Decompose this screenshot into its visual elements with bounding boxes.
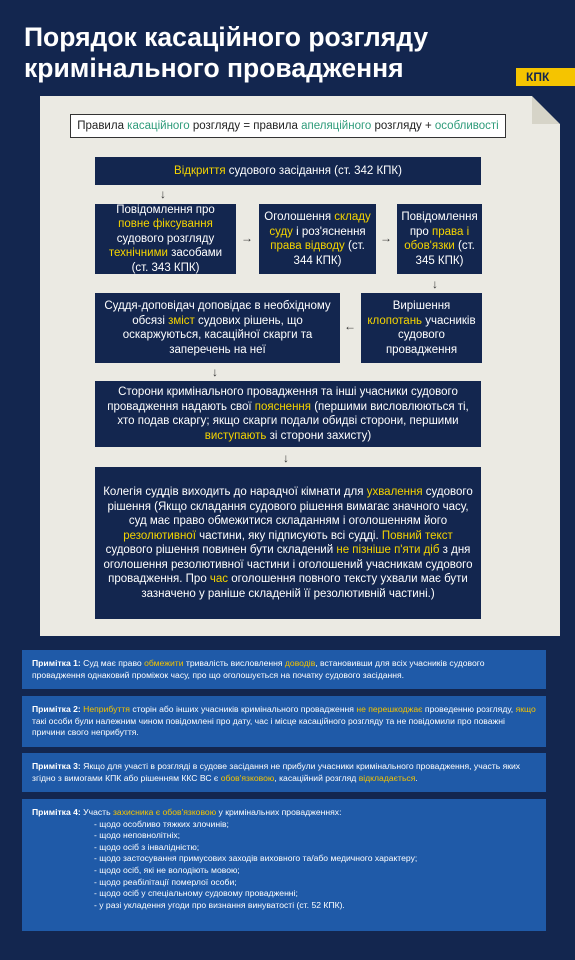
step-rights: Повідомлення про права і обов'язки (ст. 345 КПК) [397, 204, 482, 274]
step-motions: Вирішення клопотань учасників судового провадження [361, 293, 482, 363]
list-item: - щодо осіб у спеціальному судовому провадженні; [94, 888, 298, 899]
note-3: Примітка 3: Якщо для участі в розгляді в судове засідання не прибули учасники кримінального провадження, участь яких згідно з вимогами КПК або рішенням ККС ВС є обов'язковою, касаційний розгляд відкладається. [22, 753, 546, 792]
note-2: Примітка 2: Неприбуття сторін або інших учасників кримінального провадження не перешкоджає проведенню розгляду, якщо такі особи були належним чином повідомлені про дату, час і місце касаційного розгляду та не повідомили про поважні причини свого неприбуття. [22, 696, 546, 747]
kpk-tag: КПК [516, 68, 575, 86]
list-item: - щодо неповнолітніх; [94, 830, 181, 841]
arrow-right-icon: → [241, 231, 253, 245]
step-explanations: Сторони кримінального провадження та інші учасники судового провадження надають свої пояснення (першими висловлюються ті, хто подав скаргу; якщо скарги подали обидві сторони, першими виступають зі сторони захисту) [95, 381, 481, 447]
step-deliberation: Колегія суддів виходить до нарадчої кімнати для ухвалення судового рішення (Якщо складання судового рішення вимагає значного часу, суд має право обмежитися складанням і оголошенням його резолютивної частини, яку підписують всі судді. Повний текст судового рішення повинен бути складений не пізніше п'яти діб з дня оголошення резолютивної частини і оголошений учасникам судового провадження. Про час оголошення повного тексту ухвали має бути зазначено у раніше складеній її резолютивній частині.) [95, 467, 481, 619]
list-item: - щодо реабілітації померлої особи; [94, 876, 237, 887]
step-recording: Повідомлення про повне фіксування судового розгляду технічними засобами (ст. 343 КПК) [95, 204, 236, 274]
step-report: Суддя-доповідач доповідає в необхідному обсязі зміст судових рішень, що оскаржуються, касаційної скарги та заперечень на неї [95, 293, 340, 363]
list-item: - щодо застосування примусових заходів виховного та/або медичного характеру; [94, 853, 418, 864]
rule-formula: Правила касаційного розгляду = правила апеляційного розгляду + особливості [70, 114, 506, 138]
arrow-down-icon: ↓ [432, 277, 438, 291]
list-item: - щодо осіб з інвалідністю; [94, 841, 200, 852]
list-item: - у разі укладення угоди про визнання винуватості (ст. 52 КПК). [94, 899, 345, 910]
list-item: - щодо особливо тяжких злочинів; [94, 818, 229, 829]
arrow-down-icon: ↓ [160, 187, 166, 201]
note-4-list [32, 819, 536, 912]
arrow-right-icon: → [380, 231, 392, 245]
arrow-down-icon: ↓ [212, 365, 218, 379]
arrow-down-icon: ↓ [283, 451, 289, 465]
page-title: Порядок касаційного розгляду кримінального провадження [24, 22, 429, 83]
folded-corner [532, 96, 560, 124]
list-item: - щодо осіб, які не володіють мовою; [94, 864, 240, 875]
step-opening: Відкриття судового засідання (ст. 342 КПК) [95, 157, 481, 185]
step-composition: Оголошення складу суду і роз'яснення права відводу (ст. 344 КПК) [259, 204, 376, 274]
note-4: Примітка 4: Участь захисника є обов'язковою у кримінальних провадженнях: - щодо особливо тяжких злочинів; - щодо неповнолітніх; - щодо осіб з інвалідністю; - щодо застосування примусових заходів виховного та/або медичного характеру; - щодо осіб, які не володіють мовою; - щодо реабілітації померлої особи; - щодо осіб у спеціальному судовому провадженні; - у разі укладення угоди про визнання винуватості (ст. 52 КПК). [22, 799, 546, 931]
arrow-left-icon: ← [344, 319, 356, 333]
note-1: Примітка 1: Суд має право обмежити тривалість висловлення доводів, встановивши для всіх учасників судового провадження однаковий проміжок часу, про що оголошується на початку судового засідання. [22, 650, 546, 689]
